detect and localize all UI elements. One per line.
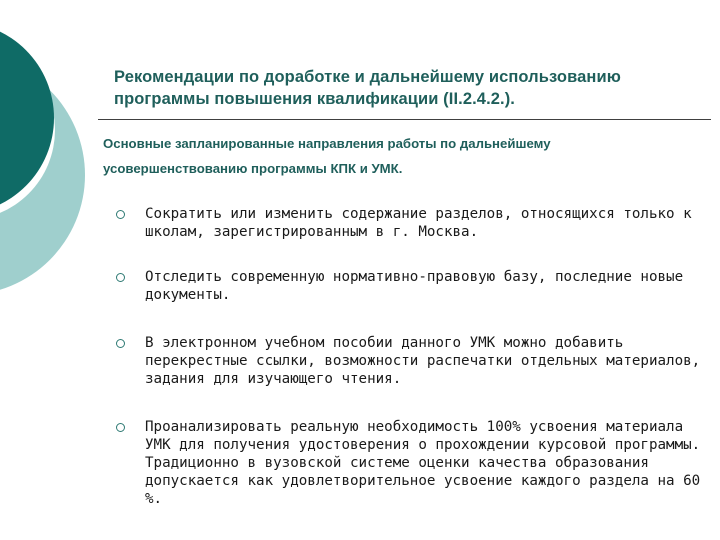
list-item-text: В электронном учебном пособии данного УМК можно добавить перекрестные ссылки, возможности распечатки отдельных материалов, задания для изучающего чтения. (145, 335, 701, 387)
hollow-circle-bullet-icon (116, 423, 125, 432)
intro-line-1: Основные запланированные направления работы по дальнейшему (103, 136, 551, 151)
title-line-1: Рекомендации по доработке и дальнейшему использованию (114, 68, 621, 86)
slide-title (114, 66, 694, 110)
list-item-text: Отследить современную нормативно-правовую базу, последние новые документы. (145, 269, 684, 303)
list-item (116, 205, 701, 241)
hollow-circle-bullet-icon (116, 339, 125, 348)
list-item-text: Проанализировать реальную необходимость 100% усвоения материала УМК для получения удостоверения о прохождении курсовой программы. Традиционно в вузовской системе оценки качества образования допускается как удовлетворительное усвоение каждого раздела на 60 %. (145, 419, 701, 507)
intro-text (103, 131, 703, 181)
list-item (116, 268, 701, 304)
hollow-circle-bullet-icon (116, 210, 125, 219)
decorative-circles (0, 0, 90, 300)
title-line-2: программы повышения квалификации (II.2.4.2.). (114, 90, 515, 108)
intro-line-2: усовершенствованию программы КПК и УМК. (103, 161, 403, 176)
list-item (116, 418, 701, 508)
list-item (116, 334, 701, 388)
hollow-circle-bullet-icon (116, 273, 125, 282)
title-divider (98, 119, 711, 120)
list-item-text: Сократить или изменить содержание разделов, относящихся только к школам, зарегистрированным в г. Москва. (145, 206, 692, 240)
